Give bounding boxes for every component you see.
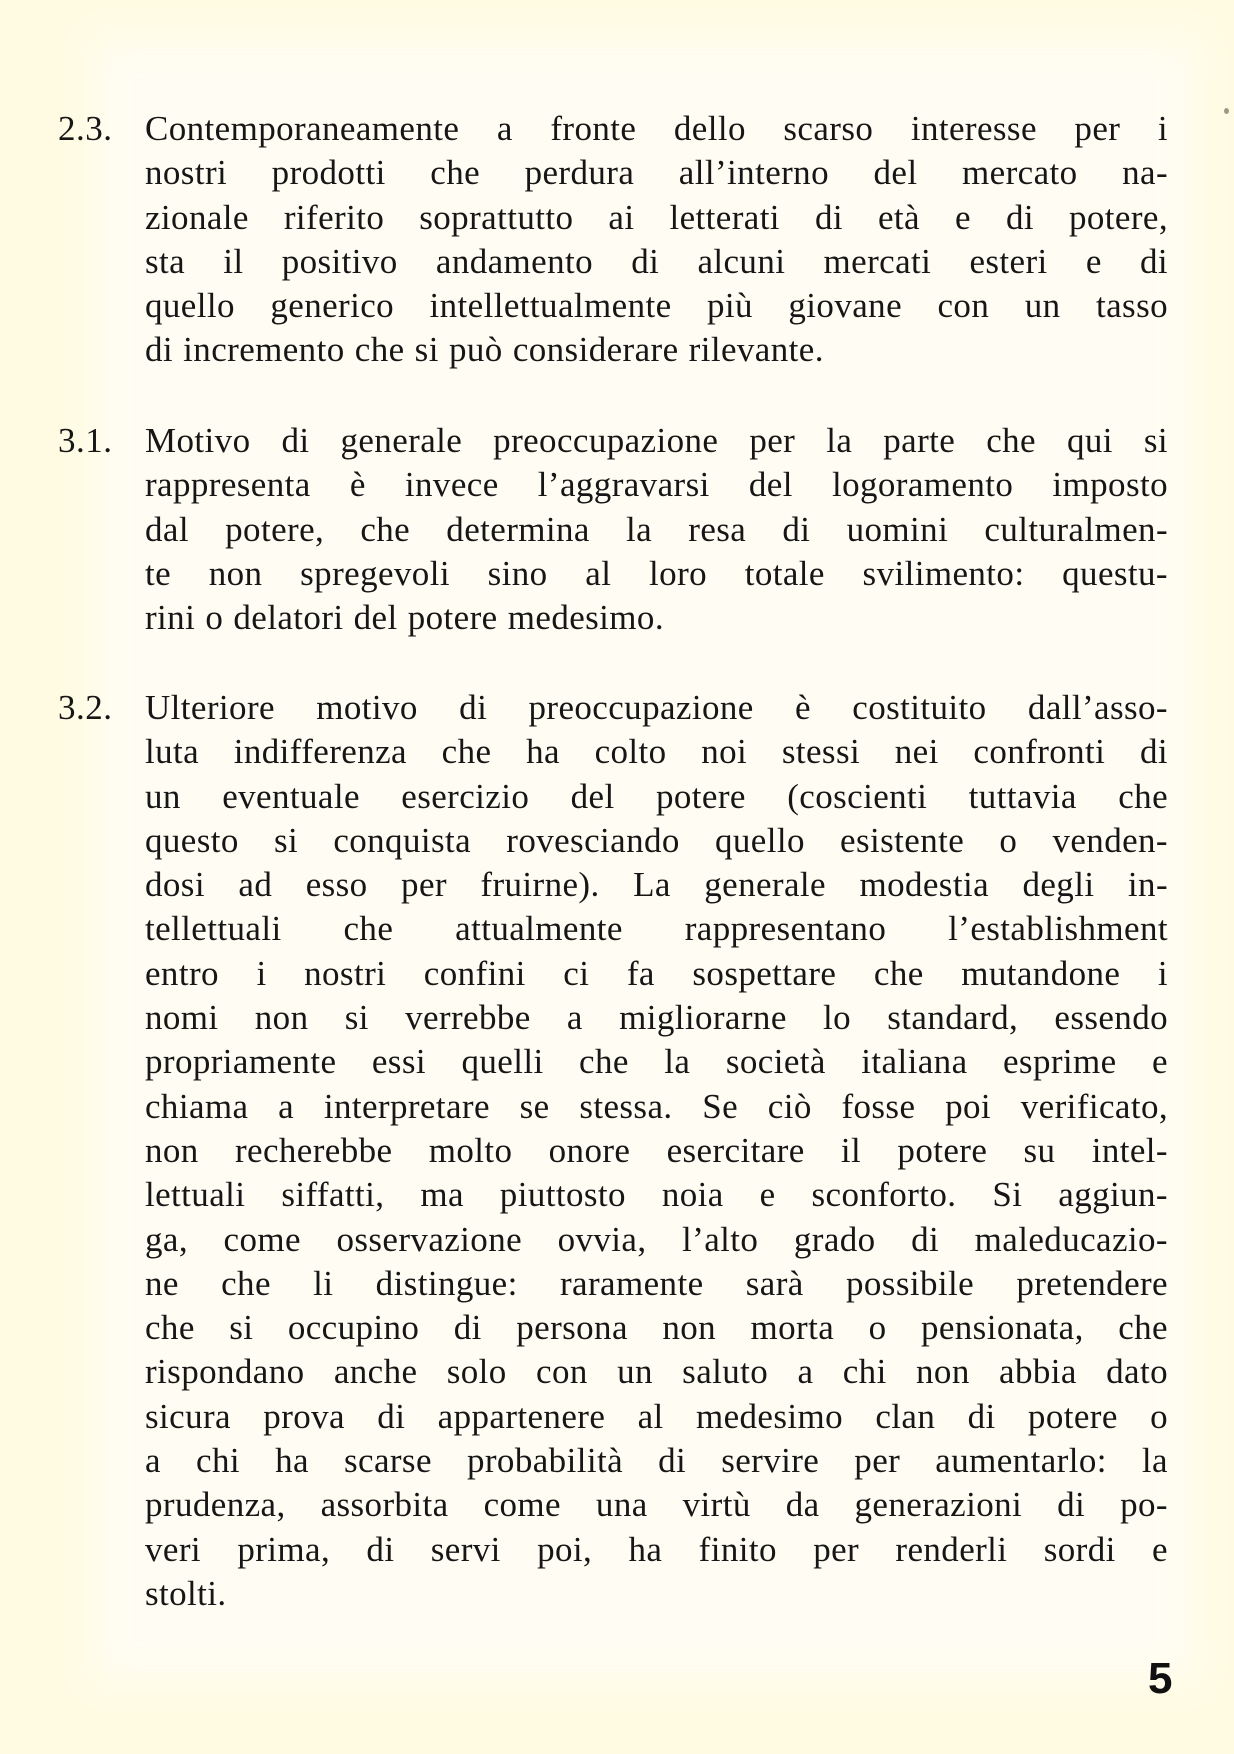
text-line: tellettuali che attualmente rappresentano l’establishment [145,909,1168,949]
text-line: propriamente essi quelli che la società italiana esprime e [145,1042,1168,1082]
text-line: che si occupino di persona non morta o pensionata, che [145,1308,1168,1348]
text-line: dosi ad esso per fruirne). La generale modestia degli in- [145,865,1168,905]
text-line: non recherebbe molto onore esercitare il potere su intel- [145,1130,1168,1170]
text-line: rappresenta è invece l’aggravarsi del logoramento imposto [145,465,1168,505]
text-line: zionale riferito soprattutto ai letterati di età e di potere, [145,197,1168,237]
text-line: Ulteriore motivo di preoccupazione è costituito dall’asso- [145,688,1168,727]
text-line: nomi non si verrebbe a migliorarne lo standard, essendo [145,998,1168,1038]
text-line: rispondano anche solo con un saluto a chi non abbia dato [145,1352,1168,1392]
section-body [145,686,1168,1616]
text-line: lettuali siffatti, ma piuttosto noia e sconforto. Si aggiun- [145,1175,1168,1215]
text-line: luta indifferenza che ha colto noi stessi nei confronti di [145,732,1168,772]
text-line: a chi ha scarse probabilità di servire per aumentarlo: la [145,1441,1168,1481]
text-line: Motivo di generale preoccupazione per la parte che qui si [145,421,1168,460]
section-number: 2.3. [58,109,113,148]
text-line: nostri prodotti che perdura all’interno del mercato na- [145,153,1168,193]
text-line: entro i nostri confini ci fa sospettare che mutandone i [145,953,1168,993]
text-line: sicura prova di appartenere al medesimo clan di potere o [145,1396,1168,1436]
text-line: Contemporaneamente a fronte dello scarso interesse per i [145,109,1168,148]
text-line: te non spregevoli sino al loro totale svilimento: questu- [145,553,1168,593]
text-line: un eventuale esercizio del potere (coscienti tuttavia che [145,776,1168,816]
text-line: di incremento che si può considerare rilevante. [145,330,824,370]
text-line: chiama a interpretare se stessa. Se ciò fosse poi verificato, [145,1086,1168,1126]
section-body [145,107,1168,373]
text-line: dal potere, che determina la resa di uomini culturalmen- [145,509,1168,549]
text-line: stolti. [145,1573,227,1613]
text-line: prudenza, assorbita come una virtù da generazioni di po- [145,1485,1168,1525]
text-line: sta il positivo andamento di alcuni mercati esteri e di [145,241,1168,281]
text-line: ne che li distingue: raramente sarà possibile pretendere [145,1263,1168,1303]
section-body [145,419,1168,640]
page-number: 5 [1148,1654,1173,1703]
section-number: 3.1. [58,421,113,460]
text-line: quello generico intellettualmente più giovane con un tasso [145,286,1168,326]
text-line: ga, come osservazione ovvia, l’alto grado di maleducazio- [145,1219,1168,1259]
text-line: questo si conquista rovesciando quello esistente o venden- [145,820,1168,860]
section-number: 3.2. [58,688,113,727]
scan-speck [1224,108,1229,114]
text-line: veri prima, di servi poi, ha finito per renderli sordi e [145,1529,1168,1569]
text-line: rini o delatori del potere medesimo. [145,598,664,638]
